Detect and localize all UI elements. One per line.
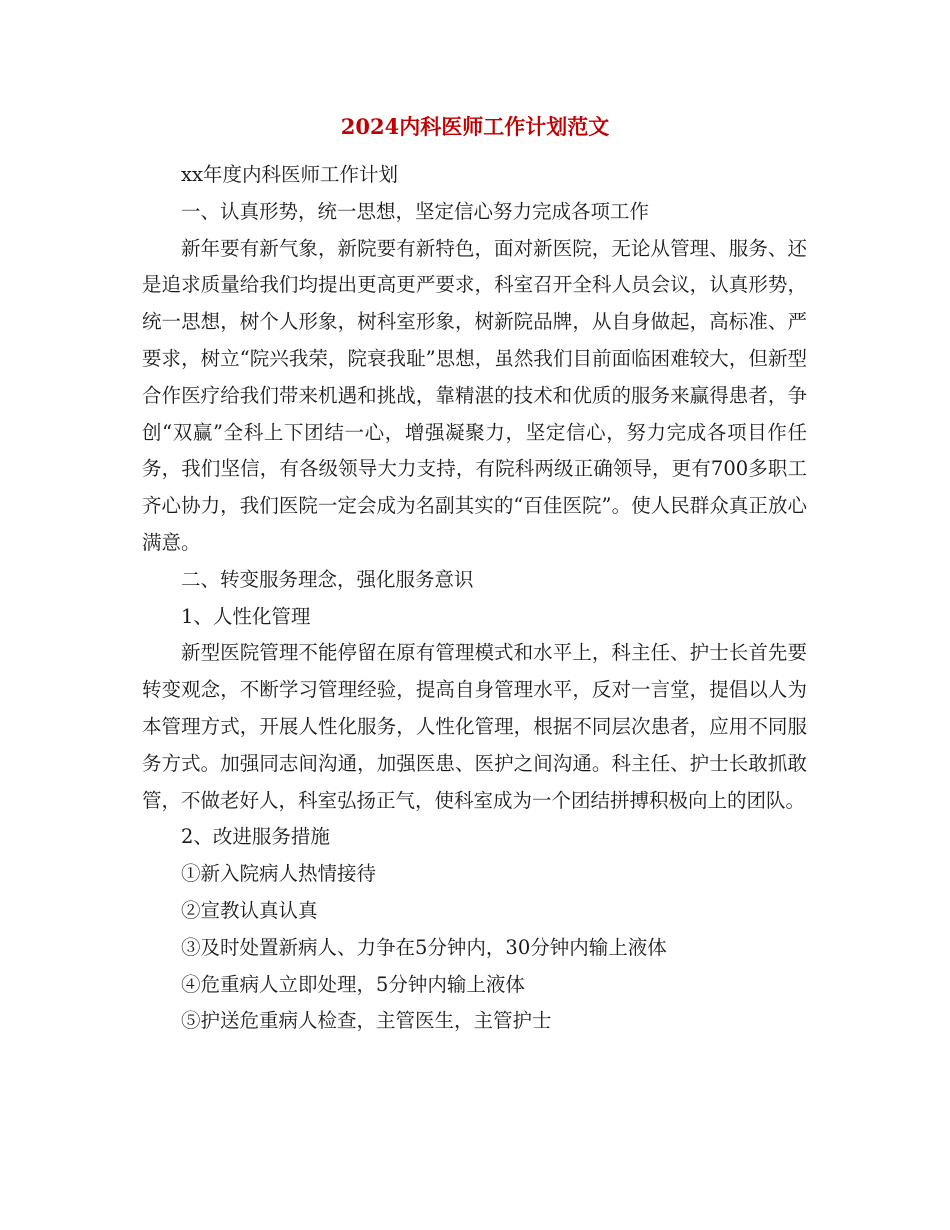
list-item-5: ⑤护送危重病人检查，主管医生，主管护士 [181,1009,552,1033]
paragraph-section-1-body: 新年要有新气象，新院要有新特色，面对新医院，无论从管理、服务、还是追求质量给我们均提出更高更严要求，科室召开全科人员会议，认真形势，统一思想，树个人形象，树科室形象，树新院品牌，从自身做起，高标准、严要求，树立“院兴我荣，院衰我耻”思想，虽然我们目前面临困难较大，但新型合作医疗给我们带来机遇和挑战，靠精湛的技术和优质的服务来赢得患者，争创“双赢”全科上下团结一心，增强凝聚力，坚定信心，努力完成各项目作任务，我们坚信，有各级领导大力支持，有院科两级正确领导，更有700多职工齐心协力，我们医院一定会成为名副其实的“百佳医院”。使人民群众真正放心满意。 [142,236,807,554]
paragraph-section-2-heading: 二、转变服务理念，强化服务意识 [181,567,474,591]
list-item-4: ④危重病人立即处理，5分钟内输上液体 [181,972,525,996]
paragraph-subsection-2-heading: 2、改进服务措施 [181,825,330,849]
paragraph-subsection-1-heading: 1、人性化管理 [181,604,311,628]
document-body [142,157,807,1040]
list-item-2: ②宣教认真认真 [181,898,318,922]
paragraph-section-1-heading: 一、认真形势，统一思想，坚定信心努力完成各项工作 [181,199,650,223]
document-title: 2024内科医师工作计划范文 [340,114,610,139]
list-item-1: ①新入院病人热情接待 [181,862,377,886]
paragraph-subsection-1-body: 新型医院管理不能停留在原有管理模式和水平上，科主任、护士长首先要转变观念，不断学习管理经验，提高自身管理水平，反对一言堂，提倡以人为本管理方式，开展人性化服务，人性化管理，根据不同层次患者，应用不同服务方式。加强同志间沟通，加强医患、医护之间沟通。科主任、护士长敢抓敢管，不做老好人，科室弘扬正气，使科室成为一个团结拼搏积极向上的团队。 [142,641,807,812]
list-item-3: ③及时处置新病人、力争在5分钟内，30分钟内输上液体 [181,935,667,959]
paragraph-plan-heading: xx年度内科医师工作计划 [181,163,398,186]
